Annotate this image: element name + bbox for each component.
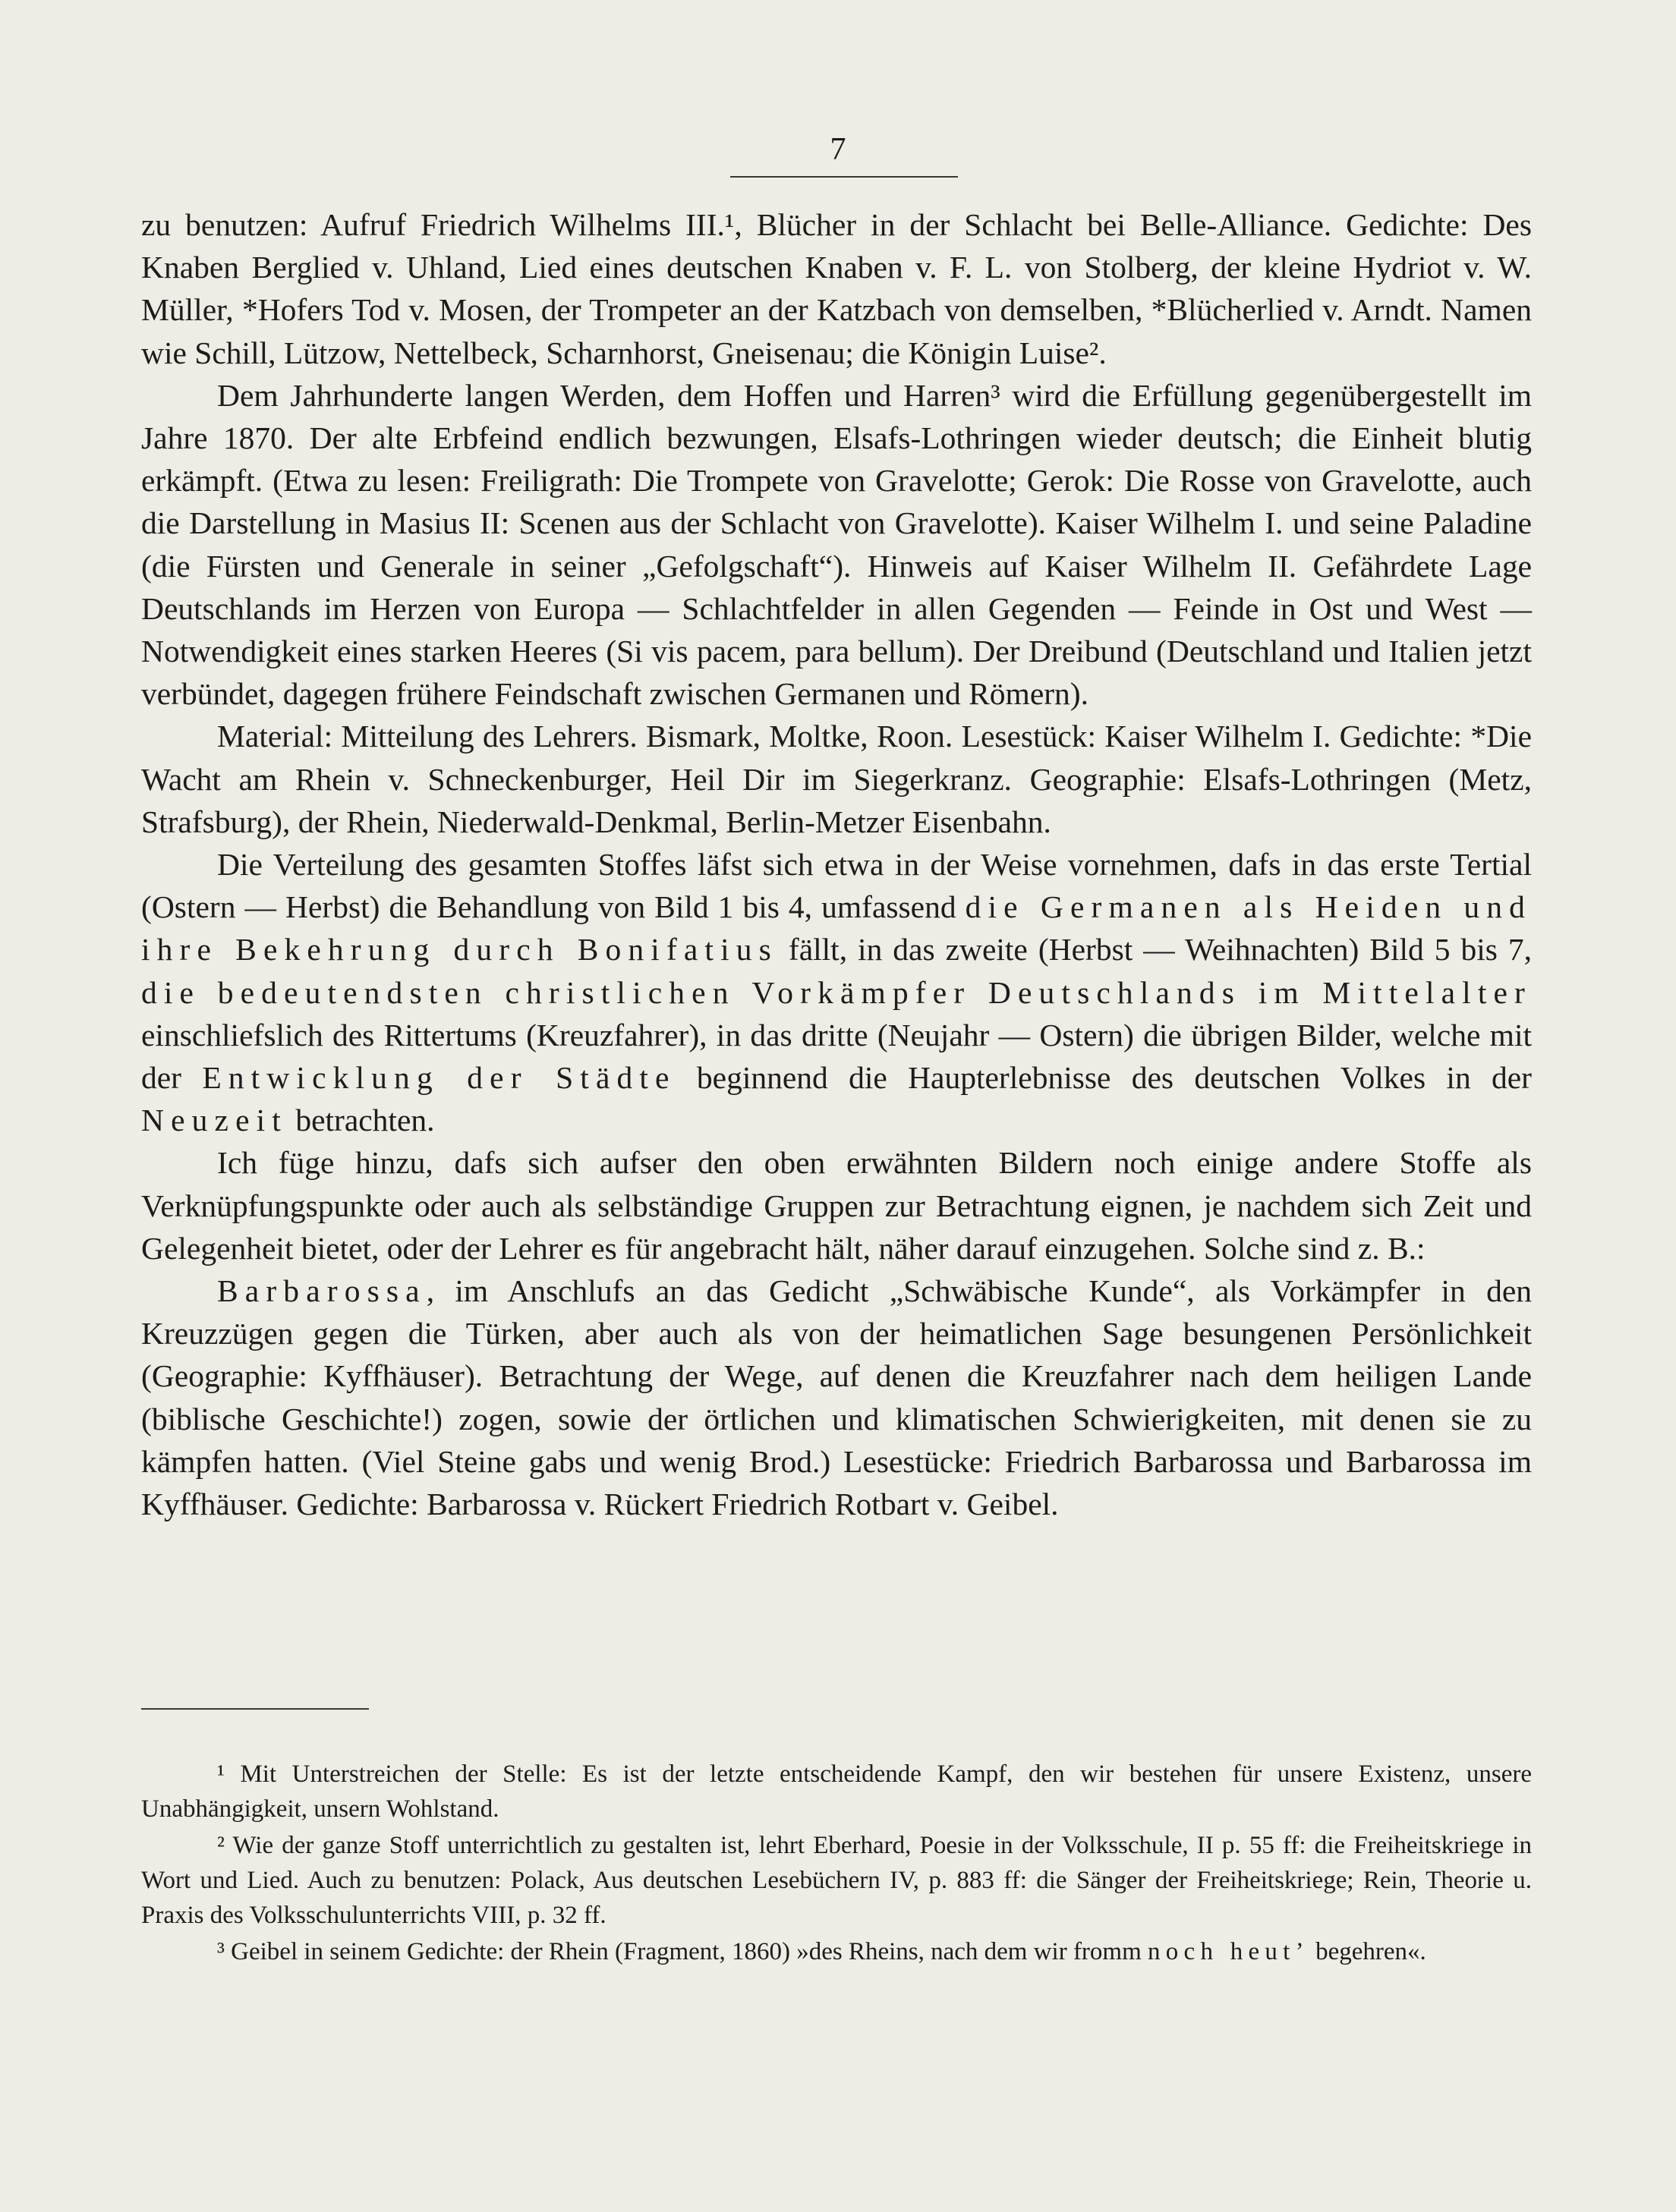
paragraph-3: Material: Mitteilung des Lehrers. Bismark, Moltke, Roon. Lesestück: Kaiser Wilhelm I. Gedichte: *Die Wacht am Rhein v. Schneckenburger, Heil Dir im Siegerkranz. Geographie: Elsafs-Lothringen (Metz, Strafsburg), der Rhein, Niederwald-Denkmal, Berlin-Metzer Eisenbahn. — [141, 719, 1532, 839]
paragraph-4-segment: einschliefslich des Rittertums (Kreuzfahrer), in das dritte (Neujahr — Ostern) die übrigen Bilder, welche mit der — [141, 1017, 1532, 1096]
paragraph-5: Ich füge hinzu, dafs sich aufser den oben erwähnten Bildern noch einige andere Stoffe als Verknüpfungspunkte oder auch als selbständige Gruppen zur Betrachtung eignen, je nachdem sich Zeit und Gelegenheit bietet, oder der Lehrer es für angebracht hält, näher darauf einzugehen. Solche sind z. B.: — [141, 1145, 1532, 1266]
footnote-1-text: ¹ Mit Unterstreichen der Stelle: Es ist der letzte entscheidende Kampf, den wir bestehen für unsere Existenz, unsere Unabhängigkeit, unsern Wohlstand. — [141, 1760, 1532, 1823]
footnote-3 — [141, 1934, 1532, 1969]
footnote-2-text: ² Wie der ganze Stoff unterrichtlich zu gestalten ist, lehrt Eberhard, Poesie in der Volksschule, II p. 55 ff: die Freiheitskriege in Wort und Lied. Auch zu benutzen: Polack, Aus deutschen Lesebüchern IV, p. 883 ff: die Sänger der Freiheitskriege; Rein, Theorie u. Praxis des Volksschulunterrichts VIII, p. 32 ff. — [141, 1832, 1532, 1929]
paragraph-4-spaced-segment: Entwicklung der Städte — [202, 1060, 676, 1096]
paragraph-6 — [141, 1270, 1532, 1525]
paragraph-4-segment: beginnend die Haupterlebnisse des deutschen Volkes in der — [676, 1060, 1532, 1096]
footnote-1 — [141, 1757, 1532, 1827]
paragraph-1: zu benutzen: Aufruf Friedrich Wilhelms III.¹, Blücher in der Schlacht bei Belle-Alliance. Gedichte: Des Knaben Berglied v. Uhland, Lied eines deutschen Knaben v. F. L. von Stolberg, der kleine Hydriot v. W. Müller, *Hofers Tod v. Mosen, der Trompeter an der Katzbach von demselben, *Blücherlied v. Arndt. Namen wie Schill, Lützow, Nettelbeck, Scharnhorst, Gneisenau; die Königin Luise². — [141, 207, 1532, 370]
paragraph-4 — [141, 843, 1532, 1141]
paragraph-4-segment: Die Verteilung des gesamten Stoffes läfst sich etwa in der Weise vornehmen, dafs in das erste Tertial (Ostern — Herbst) die Behandlung von Bild 1 bis 4, umfassend — [141, 847, 1532, 925]
paragraph-6-segment: , im Anschlufs an das Gedicht „Schwäbische Kunde“, als Vorkämpfer in den Kreuzzügen gegen die Türken, aber auch als von der heimatlichen Sage besungenen Persönlichkeit (Geographie: Kyffhäuser). Betrachtung der Wege, auf denen die Kreuzfahrer nach dem heiligen Lande (biblische Geschichte!) zogen, sowie der örtlichen und klimatischen Schwierigkeiten, mit denen sie zu kämpfen hatten. (Viel Steine gabs und wenig Brod.) Lesestücke: Friedrich Barbarossa und Barbarossa im Kyffhäuser. Gedichte: Barbarossa v. Rückert Friedrich Rotbart v. Geibel. — [141, 1273, 1532, 1522]
footnote-3-text: ³ Geibel in seinem Gedichte: der Rhein (Fragment, 1860) »des Rheins, nach dem wir fromm — [217, 1938, 1148, 1965]
paragraph-2: Dem Jahrhunderte langen Werden, dem Hoffen und Harren³ wird die Erfüllung gegenübergestellt im Jahre 1870. Der alte Erbfeind endlich bezwungen, Elsafs-Lothringen wieder deutsch; die Einheit blutig erkämpft. (Etwa zu lesen: Freiligrath: Die Trompete von Gravelotte; Gerok: Die Rosse von Gravelotte, auch die Darstellung in Masius II: Scenen aus der Schlacht von Gravelotte). Kaiser Wilhelm I. und seine Paladine (die Fürsten und Generale in seiner „Gefolgschaft“). Hinweis auf Kaiser Wilhelm II. Gefährdete Lage Deutschlands im Herzen von Europa — Schlachtfelder in allen Gegenden — Feinde in Ost und West — Notwendigkeit eines starken Heeres (Si vis pacem, para bellum). Der Dreibund (Deutschland und Italien jetzt verbündet, dagegen frühere Feindschaft zwischen Germanen und Römern). — [141, 377, 1532, 712]
body-text — [141, 203, 1532, 1525]
header-rule — [730, 176, 958, 178]
footnote-rule — [141, 1708, 369, 1710]
paragraph-4-spaced-segment: die Germanen als Heiden und ihre Bekehrung durch Bonifatius — [141, 889, 1533, 968]
paragraph-4-segment: fällt, in das zweite (Herbst — Weihnachten) Bild 5 bis 7, — [777, 932, 1532, 968]
footnote-2 — [141, 1828, 1532, 1933]
footnote-3-text: begehren«. — [1309, 1938, 1426, 1965]
paragraph-4-spaced-segment: Neuzeit — [141, 1103, 288, 1138]
paragraph-4-segment: betrachten. — [287, 1103, 435, 1138]
footnotes — [141, 1757, 1532, 1971]
page-number: 7 — [830, 132, 846, 167]
paragraph-6-spaced-segment: Barbarossa — [217, 1273, 427, 1309]
footnote-3-spaced-text: noch heut’ — [1148, 1938, 1309, 1965]
paragraph-4-spaced-segment: die bedeutendsten christlichen Vorkämpfer Deutschlands im Mittelalter — [141, 974, 1532, 1010]
